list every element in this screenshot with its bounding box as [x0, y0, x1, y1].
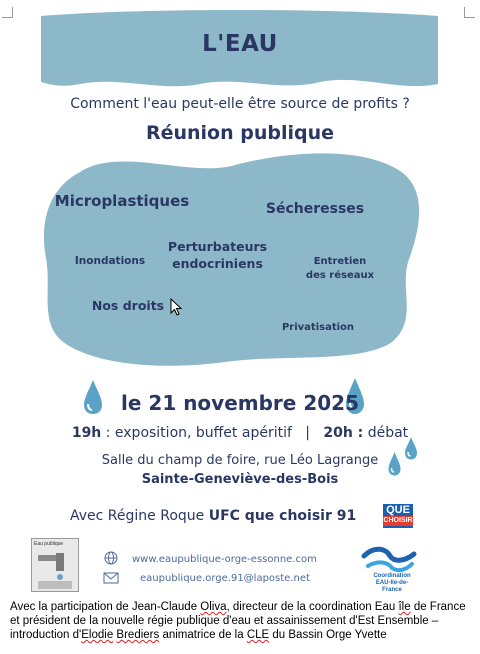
website-link[interactable]: www.eaupublique-orge-essonne.com — [132, 554, 317, 565]
eau-publique-logo-caption: Eau publique — [34, 541, 64, 547]
topic-secheresses: Sécheresses — [265, 201, 365, 217]
event-type: Réunion publique — [145, 122, 335, 144]
subtitle: Comment l'eau peut-elle être source de profits ? — [70, 96, 410, 112]
mail-icon — [103, 572, 119, 584]
footer-a: Avec la participation de Jean-Claude — [10, 601, 201, 613]
time-debat: 20h : — [323, 425, 364, 441]
topic-entretien — [295, 255, 385, 283]
topic-perturbateurs-line1: Perturbateurs — [167, 239, 268, 254]
globe-icon — [104, 551, 118, 565]
eau-publique-logo — [31, 538, 79, 592]
topic-perturbateurs — [165, 238, 270, 272]
topic-microplastiques: Microplastiques — [54, 192, 190, 210]
topic-entretien-line2: des réseaux — [305, 270, 375, 281]
footer-text — [10, 600, 472, 642]
que-choisir-logo-bottom: CHOISIR — [383, 517, 413, 524]
speaker-line — [70, 508, 356, 524]
topic-entretien-line1: Entretien — [313, 256, 367, 267]
email-link[interactable]: eaupublique.orge.91@laposte.net — [140, 573, 310, 584]
topic-perturbateurs-line2: endocriniens — [172, 256, 263, 271]
coordination-logo-line1: Coordination — [373, 573, 411, 579]
coordination-logo-label — [367, 573, 417, 594]
topic-inondations: Inondations — [74, 255, 146, 267]
footer-name-elodie: Elodie — [81, 629, 114, 641]
schedule-separator: | — [305, 425, 310, 441]
topic-privatisation: Privatisation — [281, 322, 355, 333]
schedule-exposition: : exposition, buffet apéritif — [101, 425, 292, 441]
footer-name-oliva: Oliva — [200, 601, 227, 613]
event-venue: Salle du champ de foire, rue Léo Lagrange — [101, 453, 379, 468]
speaker-name: Avec Régine Roque — [70, 508, 209, 524]
speaker-org: UFC que choisir 91 — [208, 508, 357, 524]
event-schedule — [0, 425, 480, 441]
footer-cle: CLE — [246, 629, 270, 641]
coordination-hands-logo — [360, 542, 418, 574]
page-title: L'EAU — [202, 31, 278, 57]
topic-nos-droits: Nos droits — [91, 298, 165, 313]
cursor-icon — [170, 298, 184, 318]
event-city: Sainte-Geneviève-des-Bois — [141, 472, 339, 487]
coordination-logo-line2: EAU-Ile-de-France — [375, 580, 409, 593]
footer-f: du Bassin Orge Yvette — [269, 629, 387, 641]
event-date: le 21 novembre 2025 — [121, 391, 359, 415]
schedule-debat: débat — [363, 425, 409, 441]
que-choisir-logo — [383, 504, 413, 528]
time-exposition: 19h — [71, 425, 102, 441]
que-choisir-logo-top: QUE — [386, 504, 410, 516]
footer-c: de France et président de la nouvelle régie publique d'eau et assainissement d'Est Ensemble – introduction d' — [10, 601, 466, 641]
footer-e: animatrice de la — [159, 629, 247, 641]
footer-name-brediers: Brediers — [116, 629, 160, 641]
footer-ile: île — [398, 601, 411, 613]
footer-b: , directeur de la coordination Eau — [226, 601, 399, 613]
